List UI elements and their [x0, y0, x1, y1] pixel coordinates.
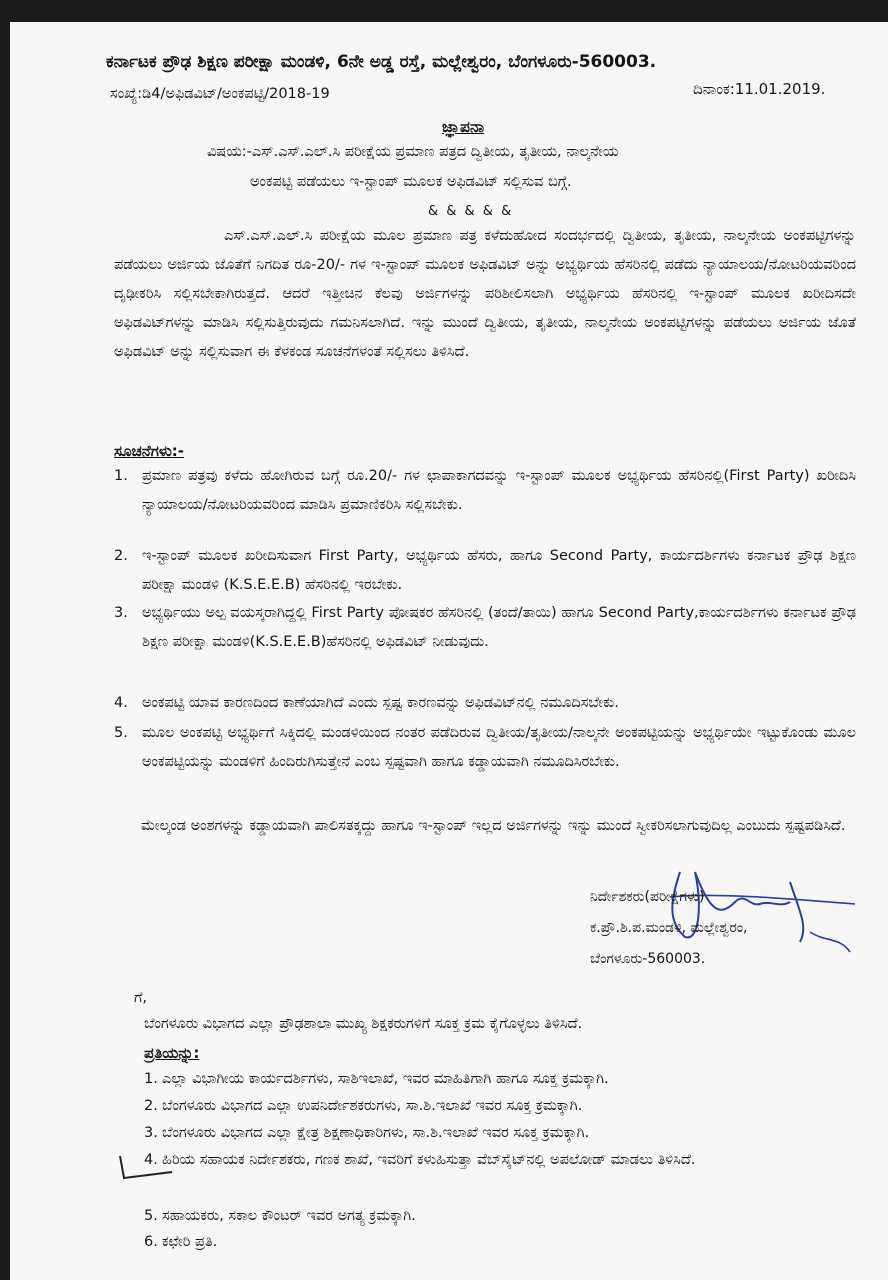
- document-page: [10, 22, 888, 1280]
- note-number: 4.: [114, 695, 128, 711]
- copy-item: [144, 1203, 844, 1230]
- copy-title: ಪ್ರತಿಯನ್ನು:: [144, 1044, 200, 1062]
- check-mark-icon: [116, 1152, 176, 1182]
- copy-item: [144, 1093, 844, 1120]
- header-title: ಕರ್ನಾಟಕ ಪ್ರೌಢ ಶಿಕ್ಷಣ ಪರೀಕ್ಷಾ ಮಂಡಳಿ, 6ನೇ ಅಡ್ಡ ರಸ್ತೆ, ಮಲ್ಲೇಶ್ವರಂ, ಬೆಂಗಳೂರು-560003.: [106, 52, 657, 72]
- note-item: [114, 542, 856, 600]
- note-number: 2.: [114, 548, 128, 564]
- signatory-block: [590, 882, 747, 975]
- note-item: [114, 462, 856, 520]
- copy-text: ಕಛೇರಿ ಪ್ರತಿ.: [162, 1234, 218, 1250]
- note-text: ಅಭ್ಯರ್ಥಿಯು ಅಲ್ಪ ವಯಸ್ಕರಾಗಿದ್ದಲ್ಲಿ First Party ಪೋಷಕರ ಹೆಸರಿನಲ್ಲಿ (ತಂದೆ/ತಾಯಿ) ಹಾಗೂ Second Party,ಕಾರ್ಯದರ್ಶಿಗಳು ಕರ್ನಾಟಕ ಪ್ರೌಢ ಶಿಕ್ಷಣ ಪರೀಕ್ಷಾ ಮಂಡಳಿ(K.S.E.E.B)ಹೆಸರಿನಲ್ಲಿ ಅಫಿಡವಿಟ್ ನೀಡುವುದು.: [142, 605, 856, 650]
- copy-number: 4.: [144, 1152, 158, 1168]
- subject-line-2: ಅಂಕಪಟ್ಟಿ ಪಡೆಯಲು ಇ-ಸ್ಟಾಂಪ್ ಮೂಲಕ ಅಫಿಡವಿಟ್ ಸಲ್ಲಿಸುವ ಬಗ್ಗೆ.: [250, 174, 572, 190]
- memo-heading: ಜ್ಞಾಪನಾ: [442, 118, 485, 136]
- copy-item: [144, 1066, 844, 1093]
- copy-text: ಹಿರಿಯ ಸಹಾಯಕ ನಿರ್ದೇಶಕರು, ಗಣಕ ಶಾಖೆ, ಇವರಿಗೆ ಕಳುಹಿಸುತ್ತಾ ವೆಬ್‌ಸೈಟ್‌ನಲ್ಲಿ ಅಪಲೋಡ್ ಮಾಡಲು ತಿಳಿಸಿದೆ.: [162, 1152, 696, 1168]
- note-number: 3.: [114, 605, 128, 621]
- closing-paragraph: ಮೇಲ್ಕಂಡ ಅಂಶಗಳನ್ನು ಕಡ್ಡಾಯವಾಗಿ ಪಾಲಿಸತಕ್ಕದ್ದು ಹಾಗೂ ಇ-ಸ್ಟಾಂಪ್ ಇಲ್ಲದ ಅರ್ಜಿಗಳನ್ನು ಇನ್ನು ಮುಂದೆ ಸ್ವೀಕರಿಸಲಾಗುವುದಿಲ್ಲ ಎಂಬುದು ಸ್ಪಷ್ಟಪಡಿಸಿದೆ.: [141, 818, 846, 834]
- copy-number: 1.: [144, 1071, 158, 1087]
- signatory-office: ಕ.ಪ್ರೌ.ಶಿ.ಪ.ಮಂಡಳಿ, ಮಲ್ಲೇಶ್ವರಂ,: [590, 920, 748, 936]
- copy-item: [144, 1120, 844, 1147]
- intro-paragraph: ಎಸ್.ಎಸ್.ಎಲ್.ಸಿ ಪರೀಕ್ಷೆಯ ಮೂಲ ಪ್ರಮಾಣ ಪತ್ರ ಕಳೆದುಹೋದ ಸಂದರ್ಭದಲ್ಲಿ ದ್ವಿತೀಯ, ತೃತೀಯ, ನಾಲ್ಕನೇಯ ಅಂಕಪಟ್ಟಿಗಳನ್ನು ಪಡೆಯಲು ಅರ್ಜಿಯ ಜೊತೆಗೆ ನಿಗದಿತ ರೂ-20/- ಗಳ ಇ-ಸ್ಟಾಂಪ್ ಮೂಲಕ ಅಫಿಡವಿಟ್ ಅನ್ನು ಅಭ್ಯರ್ಥಿಯ ಹೆಸರಿನಲ್ಲಿ ಪಡೆದು ನ್ಯಾಯಾಲಯ/ನೋಟರಿಯವರಿಂದ ದೃಢೀಕರಿಸಿ ಸಲ್ಲಿಸಬೇಕಾಗಿರುತ್ತದೆ. ಆದರೆ ಇತ್ತೀಚಿನ ಕೆಲವು ಅರ್ಜಿಗಳನ್ನು ಪರಿಶೀಲಿಸಲಾಗಿ ಅಭ್ಯರ್ಥಿಯ ಹೆಸರಿನಲ್ಲಿ ಇ-ಸ್ಟಾಂಪ್ ಮೂಲಕ ಖರೀದಿಸದೇ ಅಫಿಡವಿಟ್‌ಗಳನ್ನು ಮಾಡಿಸಿ ಸಲ್ಲಿಸುತ್ತಿರುವುದು ಗಮನಿಸಲಾಗಿದೆ. ಇನ್ನು ಮುಂದೆ ದ್ವಿತೀಯ, ತೃತೀಯ, ನಾಲ್ಕನೇಯ ಅಂಕಪಟ್ಟಿಗಳನ್ನು ಪಡೆಯಲು ಅರ್ಜಿಯ ಜೊತೆ ಅಫಿಡವಿಟ್ ಅನ್ನು ಸಲ್ಲಿಸುವಾಗ ಈ ಕೆಳಕಂಡ ಸೂಚನೆಗಳಂತೆ ಸಲ್ಲಿಸಲು ತಿಳಿಸಿದೆ.: [114, 228, 856, 360]
- copy-number: 5.: [144, 1208, 158, 1224]
- signatory-city: ಬೆಂಗಳೂರು-560003.: [590, 951, 706, 967]
- copy-item: [144, 1147, 844, 1174]
- note-item: [114, 689, 856, 718]
- copy-item: [144, 1229, 844, 1256]
- copy-number: 3.: [144, 1125, 158, 1141]
- note-item: [114, 599, 856, 657]
- copy-text: ಬೆಂಗಳೂರು ವಿಭಾಗದ ಎಲ್ಲಾ ಉಪನಿರ್ದೇಶಕರುಗಳು, ಸಾ.ಶಿ.ಇಲಾಖೆ ಇವರ ಸೂಕ್ತ ಕ್ರಮಕ್ಕಾಗಿ.: [162, 1098, 583, 1114]
- note-text: ಅಂಕಪಟ್ಟಿ ಯಾವ ಕಾರಣದಿಂದ ಕಾಣೆಯಾಗಿದೆ ಎಂದು ಸ್ಪಷ್ಟ ಕಾರಣವನ್ನು ಅಫಿಡವಿಟ್‌ನಲ್ಲಿ ನಮೂದಿಸಬೇಕು.: [142, 695, 619, 711]
- to-recipients: ಬೆಂಗಳೂರು ವಿಭಾಗದ ಎಲ್ಲಾ ಪ್ರೌಢಶಾಲಾ ಮುಖ್ಯ ಶಿಕ್ಷಕರುಗಳಿಗೆ ಸೂಕ್ತ ಕ್ರಮ ಕೈಗೊಳ್ಳಲು ತಿಳಿಸಿದೆ.: [144, 1016, 583, 1032]
- to-label: ಗೆ,: [134, 990, 148, 1006]
- copy-number: 2.: [144, 1098, 158, 1114]
- notes-title: ಸೂಚನೆಗಳು:-: [114, 442, 184, 460]
- note-text: ಪ್ರಮಾಣ ಪತ್ರವು ಕಳೆದು ಹೋಗಿರುವ ಬಗ್ಗೆ ರೂ.20/- ಗಳ ಛಾಪಾಕಾಗದವನ್ನು ಇ-ಸ್ಟಾಂಪ್ ಮೂಲಕ ಅಭ್ಯರ್ಥಿಯ ಹೆಸರಿನಲ್ಲಿ(First Party) ಖರೀದಿಸಿ ನ್ಯಾಯಾಲಯ/ನೋಟರಿಯವರಿಂದ ಮಾಡಿಸಿ ಪ್ರಮಾಣಿಕರಿಸಿ ಸಲ್ಲಿಸಬೇಕು.: [142, 468, 856, 513]
- copy-number: 6.: [144, 1234, 158, 1250]
- note-number: 1.: [114, 468, 128, 484]
- document-date: ದಿನಾಂಕ:11.01.2019.: [693, 80, 826, 98]
- separator: & & & & &: [428, 204, 514, 219]
- note-text: ಇ-ಸ್ಟಾಂಪ್ ಮೂಲಕ ಖರೀದಿಸುವಾಗ First Party, ಅಭ್ಯರ್ಥಿಯ ಹೆಸರು, ಹಾಗೂ Second Party, ಕಾರ್ಯದರ್ಶಿಗಳು ಕರ್ನಾಟಕ ಪ್ರೌಢ ಶಿಕ್ಷಣ ಪರೀಕ್ಷಾ ಮಂಡಳಿ (K.S.E.E.B) ಹೆಸರಿನಲ್ಲಿ ಇರಬೇಕು.: [142, 548, 856, 593]
- copy-text: ಸಹಾಯಕರು, ಸಕಾಲ ಕೌಂಟರ್ ಇವರ ಅಗತ್ಯ ಕ್ರಮಕ್ಕಾಗಿ.: [162, 1208, 416, 1224]
- note-number: 5.: [114, 725, 128, 741]
- subject-line-1: ವಿಷಯ:-ಎಸ್.ಎಸ್.ಎಲ್.ಸಿ ಪರೀಕ್ಷೆಯ ಪ್ರಮಾಣ ಪತ್ರದ ದ್ವಿತೀಯ, ತೃತೀಯ, ನಾಲ್ಕನೇಯ: [207, 144, 619, 160]
- copy-text: ಎಲ್ಲಾ ವಿಭಾಗೀಯ ಕಾರ್ಯದರ್ಶಿಗಳು, ಸಾಶಿಇಲಾಖೆ, ಇವರ ಮಾಹಿತಿಗಾಗಿ ಹಾಗೂ ಸೂಕ್ತ ಕ್ರಮಕ್ಕಾಗಿ.: [162, 1071, 609, 1087]
- note-item: [114, 719, 856, 777]
- note-text: ಮೂಲ ಅಂಕಪಟ್ಟಿ ಅಭ್ಯರ್ಥಿಗೆ ಸಿಕ್ಕಿದಲ್ಲಿ ಮಂಡಳಿಯಿಂದ ನಂತರ ಪಡೆದಿರುವ ದ್ವಿತೀಯ/ತೃತೀಯ/ನಾಲ್ಕನೇ ಅಂಕಪಟ್ಟಿಯನ್ನು ಅಭ್ಯರ್ಥಿಯೇ ಇಟ್ಟುಕೊಂಡು ಮೂಲ ಅಂಕಪಟ್ಟಿಯನ್ನು ಮಂಡಳಿಗೆ ಹಿಂದಿರುಗಿಸುತ್ತೇನೆ ಎಂಬ ಸ್ಪಷ್ಟವಾಗಿ ಹಾಗೂ ಕಡ್ಡಾಯವಾಗಿ ನಮೂದಿಸಿರಬೇಕು.: [142, 725, 856, 770]
- signatory-title: ನಿರ್ದೇಶಕರು(ಪರೀಕ್ಷೆಗಳು): [590, 889, 705, 905]
- reference-number: ಸಂಖ್ಯೆ:ಡಿ4/ಅಫಿಡವಿಟ್/ಅಂಕಪಟ್ಟಿ/2018-19: [110, 86, 330, 102]
- copy-text: ಬೆಂಗಳೂರು ವಿಭಾಗದ ಎಲ್ಲಾ ಕ್ಷೇತ್ರ ಶಿಕ್ಷಣಾಧಿಕಾರಿಗಳು, ಸಾ.ಶಿ.ಇಲಾಖೆ ಇವರ ಸೂಕ್ತ ಕ್ರಮಕ್ಕಾಗಿ.: [162, 1125, 590, 1141]
